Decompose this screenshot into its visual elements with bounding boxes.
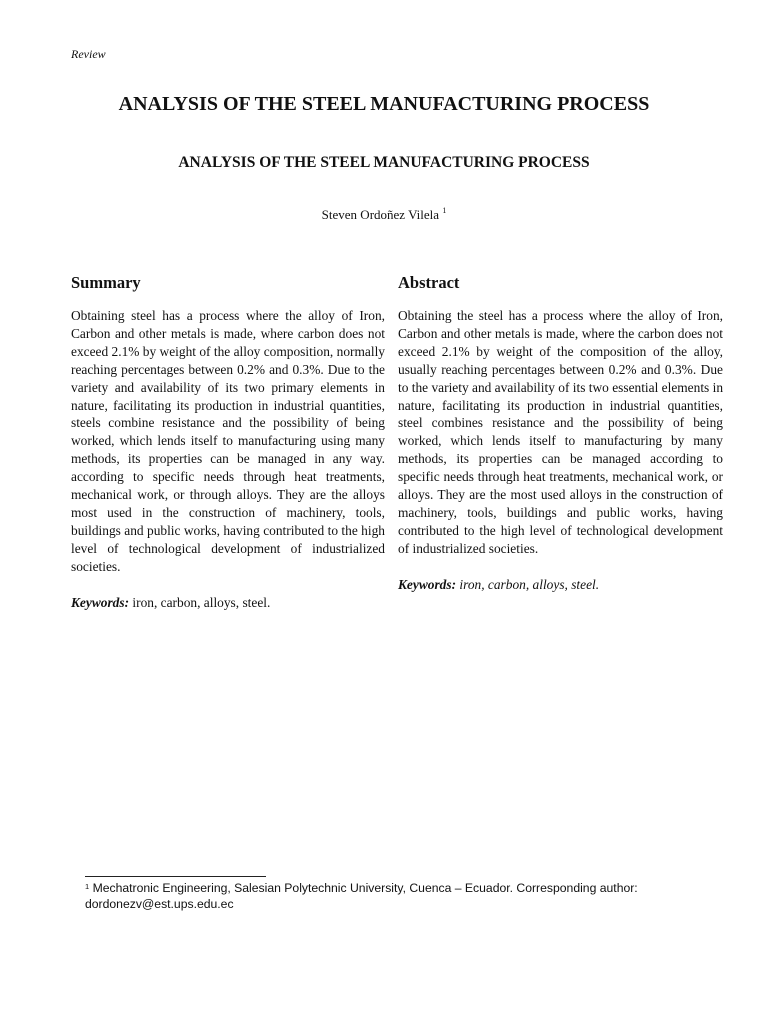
author-affiliation-mark: 1: [442, 206, 447, 215]
author-name: Steven Ordoñez Vilela: [321, 207, 440, 222]
footnote-email: dordonezv@est.ups.edu.ec: [85, 897, 234, 911]
author-line: [100, 207, 668, 223]
running-head: Review: [71, 47, 106, 61]
abstract-keywords-values: iron, carbon, alloys, steel.: [459, 576, 600, 592]
paper-title: ANALYSIS OF THE STEEL MANUFACTURING PROCESS: [118, 93, 650, 115]
summary-keywords-values: iron, carbon, alloys, steel.: [132, 594, 271, 610]
abstract-keywords: [398, 576, 723, 594]
summary-section: [71, 272, 385, 612]
footnote: [85, 880, 685, 912]
footnote-text: Mechatronic Engineering, Salesian Polytechnic University, Cuenca – Ecuador. Corresponding author:: [92, 881, 638, 895]
abstract-heading: Abstract: [398, 273, 460, 292]
summary-heading: Summary: [71, 273, 141, 292]
paper-subtitle: ANALYSIS OF THE STEEL MANUFACTURING PROCESS: [178, 154, 590, 171]
summary-keywords: [71, 594, 385, 612]
summary-body: Obtaining steel has a process where the alloy of Iron, Carbon and other metals is made, where carbon does not exceed 2.1% by weight of the alloy composition, normally reaching percentages between 0.2% and 0.3%. Due to the variety and availability of its two primary elements in nature, facilitating its production in industrial quantities, steels combine resistance and the possibility of being worked, which lends itself to manufacturing using many methods, its properties can be managed in any way. according to specific needs through heat treatments, mechanical work, or through alloys. They are the alloys most used in the construction of machinery, tools, buildings and public works, having contributed to the high level of technological development of industrialized societies.: [71, 308, 385, 574]
abstract-section: [398, 272, 723, 594]
summary-keywords-label: Keywords:: [71, 594, 130, 610]
footnote-rule: [85, 876, 266, 877]
footnote-mark: 1: [85, 882, 90, 891]
abstract-body: Obtaining the steel has a process where the alloy of Iron, Carbon and other metals is made, where the carbon does not exceed 2.1% by weight of the composition of the alloy, usually reaching percentages between 0.2% and 0.3%. Due to the variety and availability of its two essential elements in nature, facilitating its production in industrial quantities, steel combines resistance and the possibility of being worked, which lends itself to manufacturing by many methods, its properties can be managed according to specific needs through heat treatments, mechanical work, or alloys. They are the most used alloys in the construction of machinery, tools, buildings and public works, having contributed to the high level of technological development of industrialized societies.: [398, 308, 724, 556]
abstract-keywords-label: Keywords:: [398, 576, 457, 592]
